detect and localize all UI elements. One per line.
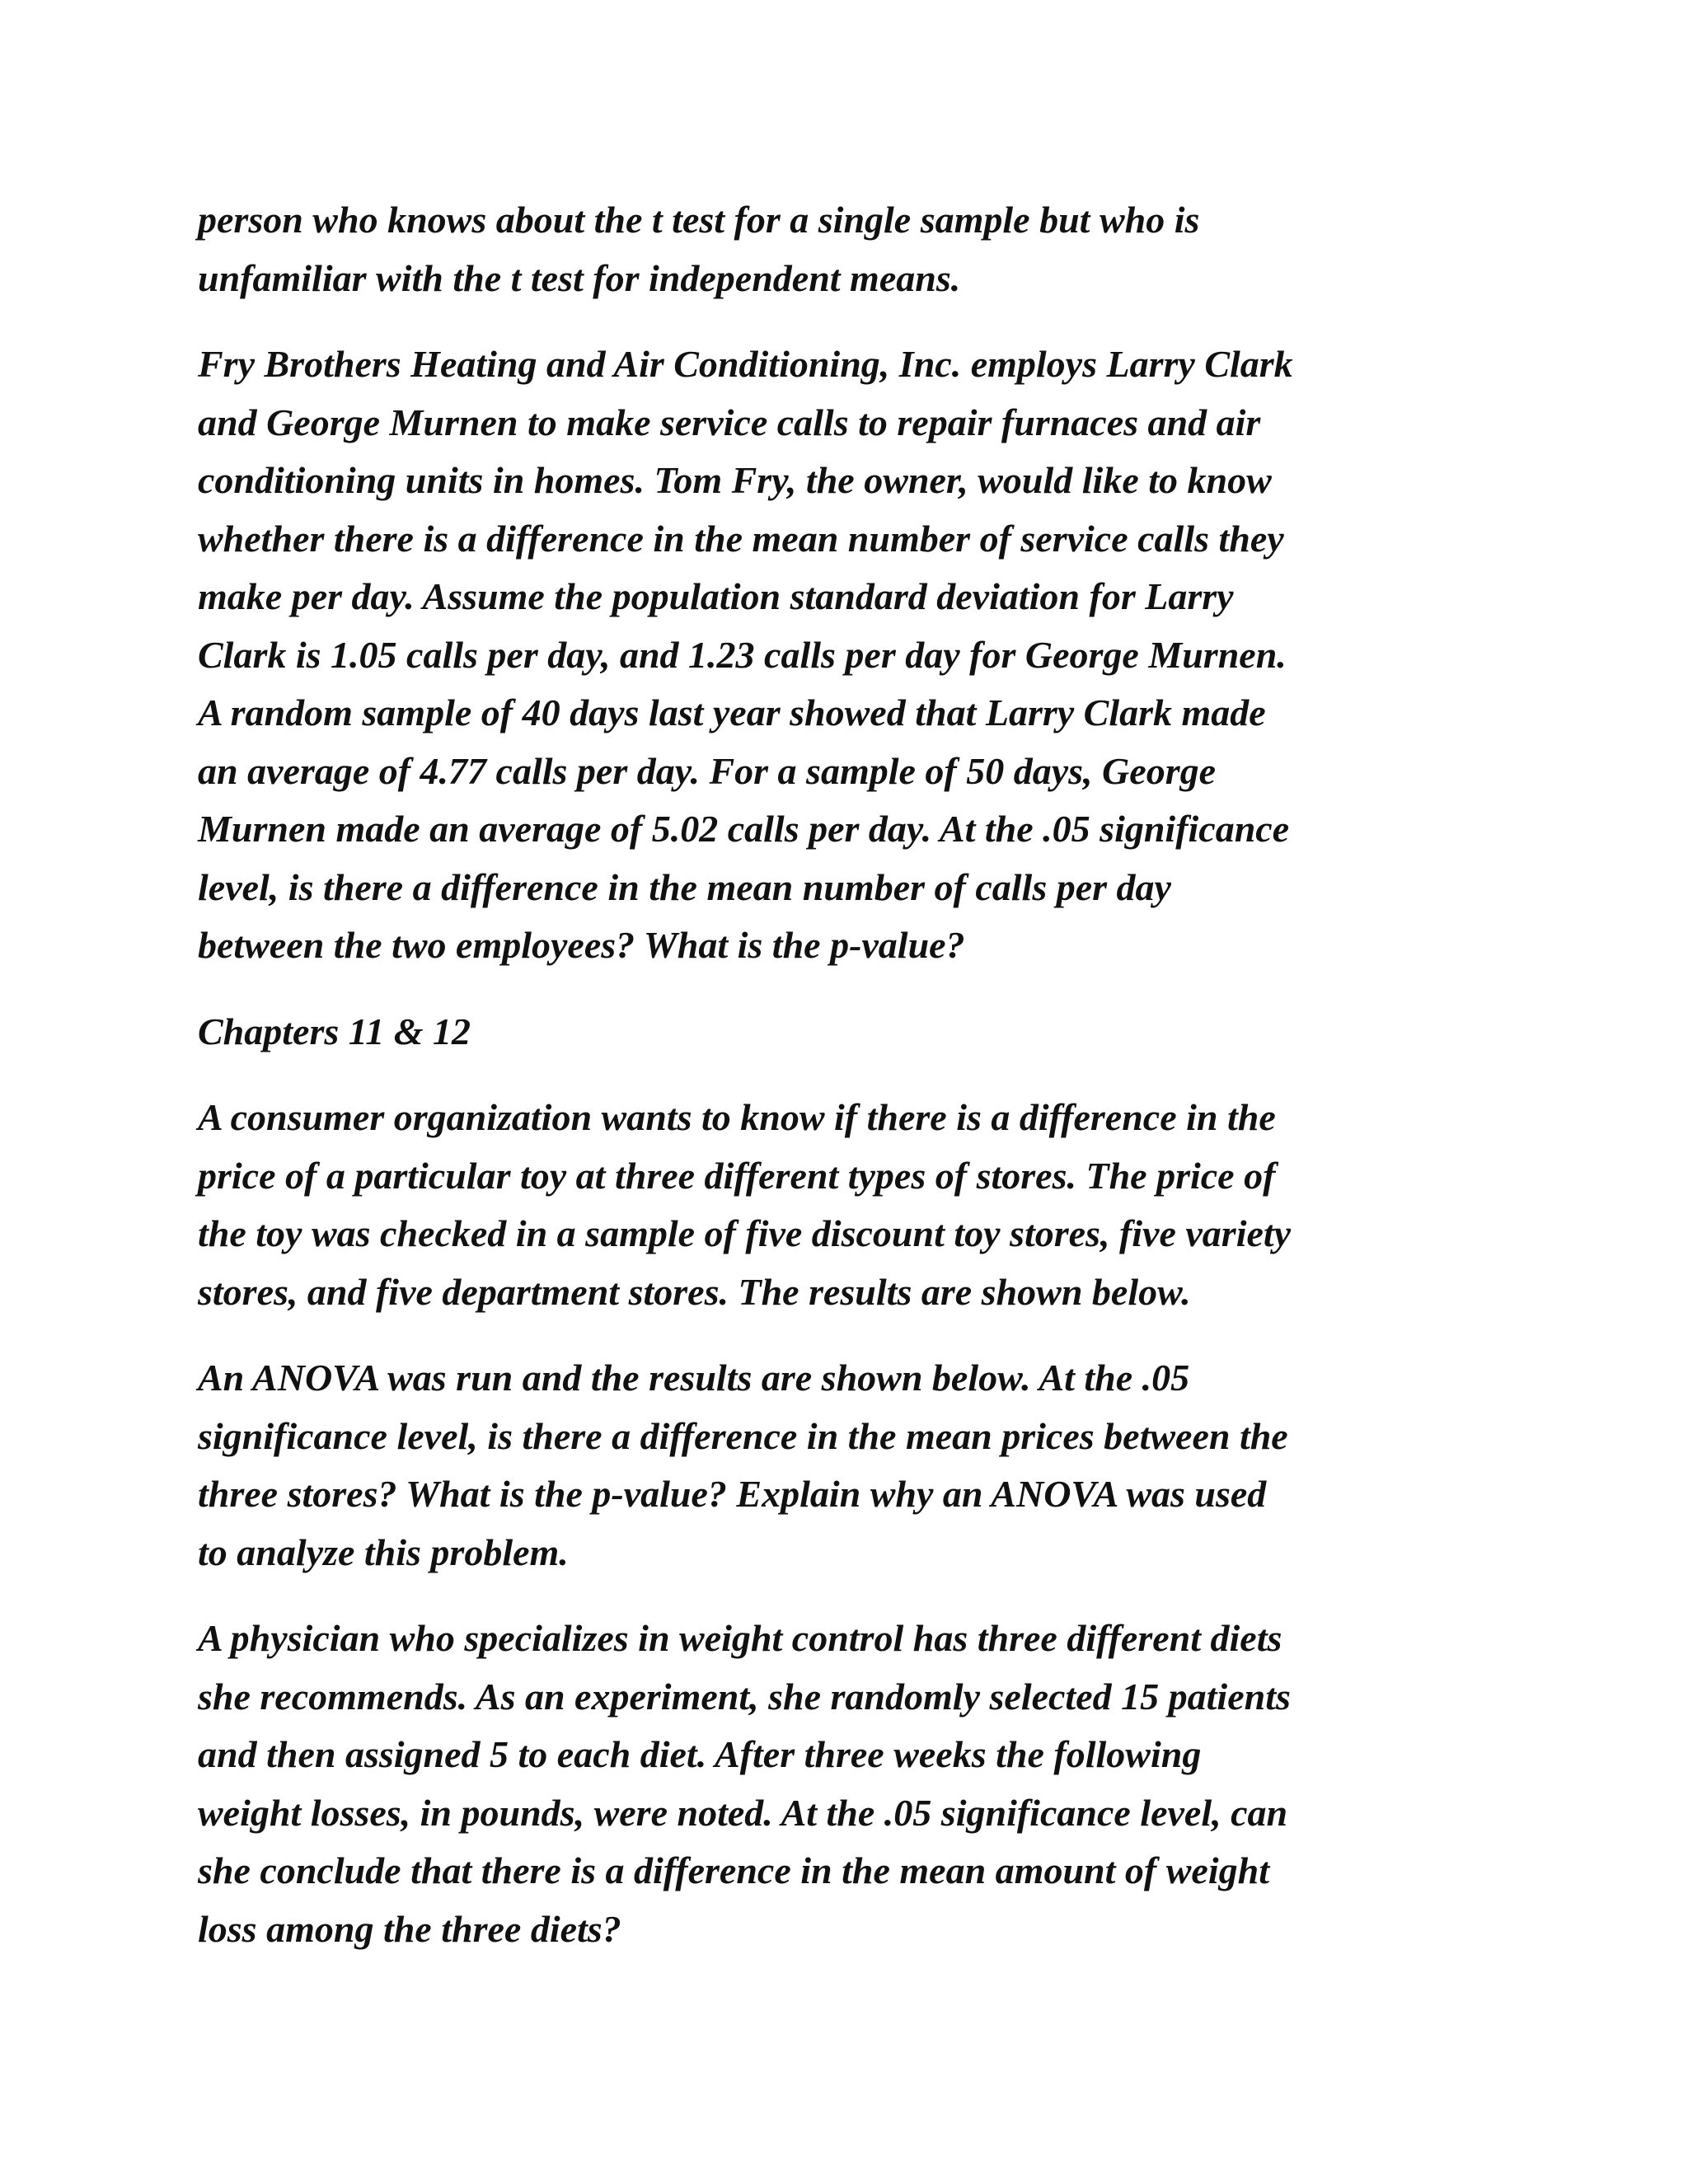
text-line: she recommends. As an experiment, she randomly selected 15 patients — [198, 1675, 1291, 1718]
text-line: significance level, is there a difference in the mean prices between the — [198, 1414, 1288, 1457]
text-line: Fry Brothers Heating and Air Conditioning, Inc. employs Larry Clark — [198, 343, 1293, 385]
text-line: make per day. Assume the population standard deviation for Larry — [198, 575, 1234, 617]
text-line: stores, and five department stores. The results are shown below. — [198, 1270, 1191, 1313]
text-line: person who knows about the t test for a single sample but who is — [198, 199, 1200, 241]
text-line: unfamiliar with the t test for independent means. — [198, 256, 961, 299]
text-line: an average of 4.77 calls per day. For a sample of 50 days, George — [198, 749, 1217, 792]
text-line: A physician who specializes in weight control has three different diets — [198, 1617, 1282, 1659]
text-line: the toy was checked in a sample of five discount toy stores, five variety — [198, 1212, 1292, 1254]
text-line: weight losses, in pounds, were noted. At the .05 significance level, can — [198, 1791, 1288, 1834]
text-line: price of a particular toy at three different types of stores. The price of — [198, 1154, 1276, 1197]
text-line: she conclude that there is a difference in the mean amount of weight — [198, 1849, 1269, 1891]
text-line: An ANOVA was run and the results are shown below. At the .05 — [198, 1357, 1190, 1399]
paragraph-anova-question — [198, 1349, 1484, 1582]
paragraph-fry-brothers-problem — [198, 335, 1484, 975]
text-line: between the two employees? What is the p-value? — [198, 924, 965, 966]
text-line: three stores? What is the p-value? Explain why an ANOVA was used — [198, 1473, 1267, 1515]
paragraph-t-test-intro — [198, 191, 1484, 307]
text-line: and George Murnen to make service calls to repair furnaces and air — [198, 401, 1261, 443]
text-line: A random sample of 40 days last year showed that Larry Clark made — [198, 691, 1266, 733]
section-heading: Chapters 11 & 12 — [198, 1010, 471, 1052]
text-line: loss among the three diets? — [198, 1907, 621, 1950]
document-body — [198, 191, 1484, 1986]
text-line: Clark is 1.05 calls per day, and 1.23 calls per day for George Murnen. — [198, 633, 1287, 676]
text-line: conditioning units in homes. Tom Fry, the owner, would like to know — [198, 459, 1272, 501]
text-line: whether there is a difference in the mean number of service calls they — [198, 517, 1284, 560]
text-line: and then assigned 5 to each diet. After three weeks the following — [198, 1733, 1202, 1775]
paragraph-diet-problem — [198, 1610, 1484, 1958]
text-line: A consumer organization wants to know if there is a difference in the — [198, 1096, 1276, 1138]
text-line: to analyze this problem. — [198, 1530, 569, 1573]
text-line: level, is there a difference in the mean number of calls per day — [198, 865, 1171, 908]
paragraph-consumer-toy-problem — [198, 1089, 1484, 1321]
text-line: Murnen made an average of 5.02 calls per day. At the .05 significance — [198, 808, 1290, 850]
